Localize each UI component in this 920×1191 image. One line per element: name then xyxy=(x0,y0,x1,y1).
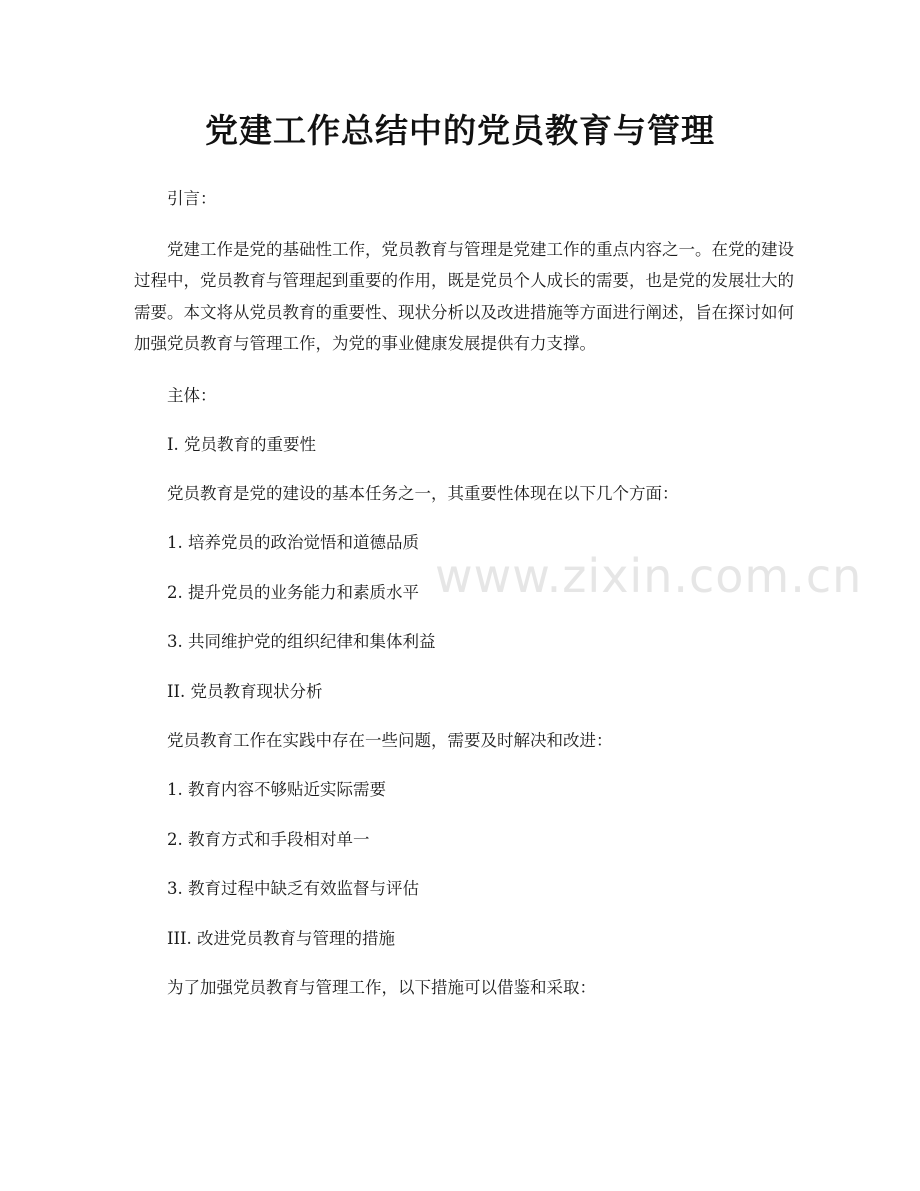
list-item: 2. 提升党员的业务能力和素质水平 xyxy=(167,582,419,602)
document-body xyxy=(134,185,863,1023)
list-item: 3. 共同维护党的组织纪律和集体利益 xyxy=(167,632,436,652)
section-heading: II. 党员教育现状分析 xyxy=(167,681,323,701)
list-item: 1. 培养党员的政治觉悟和道德品质 xyxy=(167,533,419,553)
section-lead: 党员教育工作在实践中存在一些问题，需要及时解决和改进： xyxy=(167,730,613,750)
section-lead: 党员教育是党的建设的基本任务之一，其重要性体现在以下几个方面： xyxy=(167,484,679,504)
list-item: 3. 教育过程中缺乏有效监督与评估 xyxy=(167,879,419,899)
section-lead: 为了加强党员教育与管理工作，以下措施可以借鉴和采取： xyxy=(167,977,596,997)
list-item: 1. 教育内容不够贴近实际需要 xyxy=(167,780,386,800)
section-heading: III. 改进党员教育与管理的措施 xyxy=(167,928,396,948)
list-item: 2. 教育方式和手段相对单一 xyxy=(167,829,370,849)
watermark: www.zixin.com.cn xyxy=(435,549,863,603)
intro-paragraph: 党建工作是党的基础性工作，党员教育与管理是党建工作的重点内容之一。在党的建设过程中，党员教育与管理起到重要的作用，既是党员个人成长的需要，也是党的发展壮大的需要。本文将从党员教育的重要性、现状分析以及改进措施等方面进行阐述，旨在探讨如何加强党员教育与管理工作，为党的事业健康发展提供有力支撑。 xyxy=(134,240,794,354)
section-heading: I. 党员教育的重要性 xyxy=(167,434,317,454)
intro-heading: 引言： xyxy=(167,189,217,208)
main-heading: 主体： xyxy=(167,385,217,405)
document-title: 党建工作总结中的党员教育与管理 xyxy=(205,111,715,150)
